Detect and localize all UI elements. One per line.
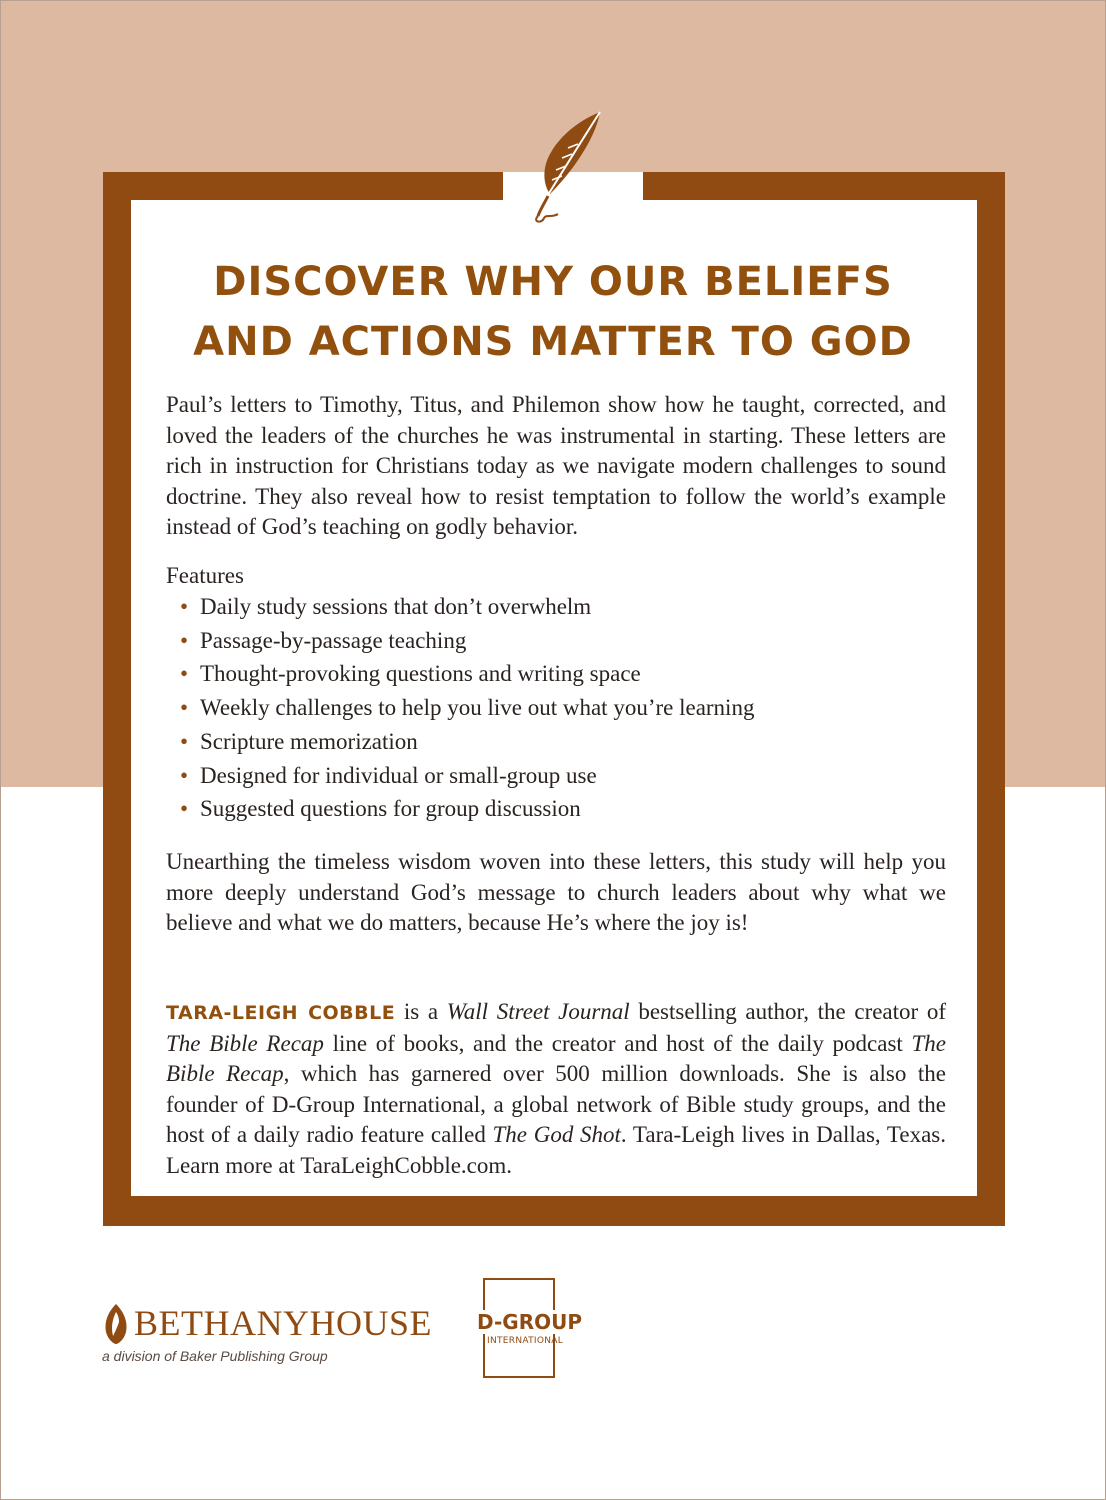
bio-italic: The Bible Recap xyxy=(166,1030,324,1056)
quill-feather-icon xyxy=(522,110,604,228)
bio-text: bestselling author, the creator of xyxy=(629,999,946,1024)
bio-italic: The Bible Recap xyxy=(166,1030,946,1086)
author-bio xyxy=(166,997,946,1181)
list-item xyxy=(180,691,754,725)
bio-text: . Tara-Leigh lives in Dallas, Texas. Learn more at TaraLeighCobble.com. xyxy=(166,1122,946,1178)
bullet-icon: • xyxy=(180,762,189,788)
bethany-house-name: BETHANYHOUSE xyxy=(134,1303,432,1343)
bethany-house-logo-icon xyxy=(100,1302,132,1346)
bethany-house-subtitle: a division of Baker Publishing Group xyxy=(102,1348,328,1364)
intro-paragraph: Paul’s letters to Timothy, Titus, and Philemon show how he taught, corrected, and loved the leaders of the churches he was instrumental in starting. These letters are rich in instruction for Christians today as we navigate modern challenges to sound doctrine. They also reveal how to resist temptation to follow the world’s example instead of God’s teaching on godly behavior. xyxy=(166,392,946,539)
feature-text: Suggested questions for group discussion xyxy=(200,796,581,822)
feature-text: Passage-by-passage teaching xyxy=(200,627,467,653)
feature-text: Daily study sessions that don’t overwhelm xyxy=(200,594,592,619)
bullet-icon: • xyxy=(180,728,189,754)
d-group-name: D-GROUP xyxy=(477,1310,582,1334)
features-list xyxy=(180,590,754,826)
list-item xyxy=(180,657,754,691)
bullet-icon: • xyxy=(180,695,189,721)
bio-italic: Wall Street Journal xyxy=(446,999,630,1024)
feature-text: Weekly challenges to help you live out what you’re learning xyxy=(200,695,755,721)
feature-text: Thought-provoking questions and writing space xyxy=(200,661,641,687)
bethany-house-logo xyxy=(100,1300,450,1370)
bio-text: , which has garnered over 500 million downloads. She is also the founder of D-Group International, a global network of Bible study groups, and the host of a daily radio feature called xyxy=(166,1061,947,1147)
feature-text: Scripture memorization xyxy=(200,728,418,754)
headline xyxy=(140,252,966,372)
d-group-subtitle: INTERNATIONAL xyxy=(487,1336,564,1346)
author-name: TARA-LEIGH COBBLE xyxy=(166,1002,396,1024)
bullet-icon: • xyxy=(180,594,189,619)
bullet-icon: • xyxy=(180,796,189,822)
closing-paragraph: Unearthing the timeless wisdom woven into these letters, this study will help you more deeply understand God’s message to church leaders about why what we believe and what we do matters, because He’s where the joy is! xyxy=(166,849,946,935)
feature-text: Designed for individual or small-group use xyxy=(200,762,597,788)
list-item xyxy=(180,590,754,624)
list-item xyxy=(180,725,754,759)
headline-line-1: DISCOVER WHY OUR BELIEFS xyxy=(213,259,893,305)
bio-text: line of books, and the creator and host of the daily podcast xyxy=(323,1030,912,1056)
bullet-icon: • xyxy=(180,627,189,653)
bio-italic: The God Shot xyxy=(492,1122,621,1147)
list-item xyxy=(180,792,754,826)
bullet-icon: • xyxy=(180,661,189,687)
features-label: Features xyxy=(166,563,244,588)
list-item xyxy=(180,624,754,658)
bio-text: is a xyxy=(395,999,447,1024)
headline-line-2: AND ACTIONS MATTER TO GOD xyxy=(193,319,913,365)
list-item xyxy=(180,759,754,793)
d-group-logo xyxy=(473,1278,598,1384)
